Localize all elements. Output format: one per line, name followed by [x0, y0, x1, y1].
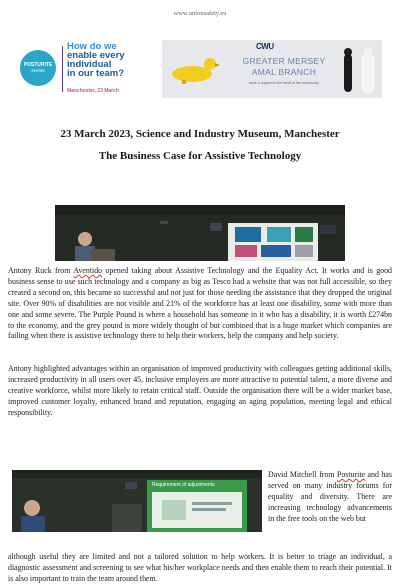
- banner-headline: [67, 42, 155, 78]
- p1-before: Antony Ruck from: [8, 266, 74, 275]
- p3-company: Posturite: [336, 470, 366, 479]
- headline-line-2: enable every: [67, 50, 125, 61]
- article-date-line: 23 March 2023, Science and Industry Museum, Manchester: [60, 128, 340, 140]
- paragraph-3-rest: although useful they are limited and not a tailored solution to help workers. It is better to triage an individual, a diagnostic assessment and screening to see what his/her workplace needs and then enable them to reach their potential. It is also important to train the team around them.: [8, 552, 392, 583]
- headline-line-1: How do we: [67, 41, 117, 52]
- article-title: The Business Case for Assistive Technology: [98, 150, 302, 162]
- banner-meta: Manchester, 23 March: [67, 88, 119, 94]
- banner-divider: [62, 46, 63, 92]
- posturite-logo: [22, 62, 54, 74]
- branch-tagline: work & support in the heart of the community: [249, 81, 319, 85]
- presentation-scene-icon-2: [12, 470, 262, 532]
- presentation-scene-icon: [55, 205, 345, 261]
- duck-sculpture-icon: [168, 54, 220, 84]
- slide-title: Requirement of adjustments: [152, 482, 215, 488]
- branch-title-2: AMAL BRANCH: [251, 67, 317, 77]
- site-url: www.unionsafety.eu: [173, 10, 227, 17]
- conference-photo-2: [12, 470, 262, 532]
- conference-photo-1: [55, 205, 345, 261]
- p1-company: Aventido: [73, 266, 103, 275]
- paragraph-3-side: [268, 470, 392, 525]
- union-logo: CWU: [256, 42, 274, 51]
- paragraph-1: [8, 266, 392, 342]
- paragraph-2: Antony highlighted advantages within an organisation of improved productivity with colleagues getting additional skills, increased productivity in all users over 45, inclusive employers are more attractive to potential talent, a more diverse and creative workforce, whilst more likely to retain critical staff. Outside the organisation there will be a wider market base, improved customer loyalty, enhanced brand and reputation, engaging an aging population, meeting legal and ethical responsibility.: [8, 364, 392, 417]
- statues-icon: [342, 46, 380, 96]
- gmb-banner: [162, 40, 382, 98]
- headline-line-4: in our team?: [67, 68, 125, 79]
- posturite-logo-sub: events: [31, 68, 45, 73]
- branch-title-1: GREATER MERSEY: [242, 56, 326, 66]
- posturite-banner: [18, 40, 153, 98]
- p3-after: and has served on many industry forums for equality and diversity. There are increasing technology advancements in the free tools on the web but: [268, 470, 392, 523]
- headline-line-3: individual: [67, 59, 112, 70]
- p1-after: opened taking about Assistive Technology and the Equality Act. It works and is good business sense to use such technology and a company as big as Tesco had a website that was not full accessible, so they created a second on, this became so successful and not just for those needing the assistance that they dropped the original site. Over 90% of disabilities are not visible and 21% of the workforce has at least one disability, some with more than one and some severe. The Purple Pound is where a household has someone in it who has a disability, it is worth £274bn to the economy, and the grey pound is more widely thought of but combined that is a huge market which companies are failing when there is assistive technology there to help their workers, help the company and help society.: [8, 266, 392, 341]
- p3-before: David Mitchell from: [268, 470, 337, 479]
- posturite-logo-name: POSTURITE: [23, 62, 53, 68]
